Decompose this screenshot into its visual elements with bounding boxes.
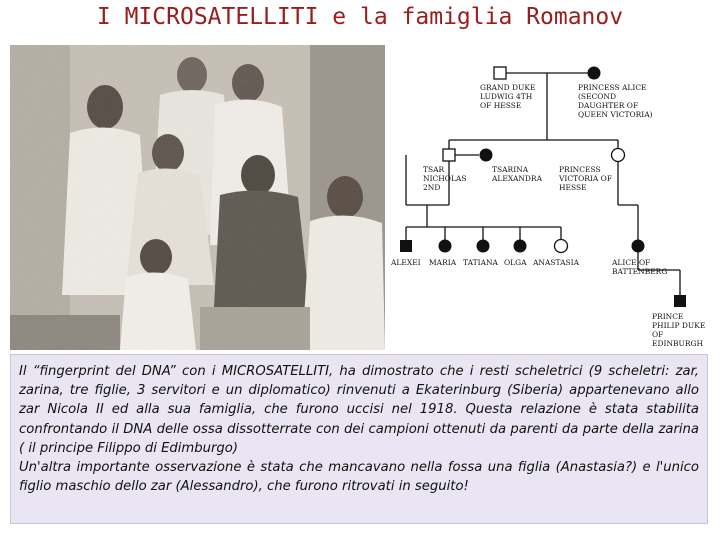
child-label: ANASTASIA [533,258,580,267]
caption-box [10,354,708,524]
princess-victoria-label: PRINCESS VICTORIA OF HESSE [559,165,613,192]
prince-philip-label: PRINCE PHILIP DUKE OF EDINBURGH [652,312,706,348]
caption-paragraph: Un'altra importante osservazione è stata che mancavano nella fossa una figlia (Anastasia?) e l'unico figlio maschio dello zar (Alessandro), che furono ritrovati in seguito! [19,460,699,495]
child-label: OLGA [504,258,527,267]
child-label: ALEXEI [391,258,421,267]
child-label: TATIANA [463,258,498,267]
child-label: MARIA [429,258,457,267]
caption-paragraph: Il “fingerprint del DNA” con i MICROSATELLITI, ha dimostrato che i resti scheletrici (9 scheletri: zar, zarina, tre figlie, 3 servitori e un diplomatico) rinvenuti a Ekaterinburg (Siberia) appartenevano allo zar Nicola II ed alla sua famiglia, che furono uccisi nel 1918. Questa relazione è stata stabilita confrontando il DNA delle ossa dissotterrate con dei campioni ottenuti da parenti da parte della zarina ( il principe Filippo di Edimburgo) [19,364,699,456]
tsar-label: TSAR NICHOLAS 2ND [423,165,467,192]
grand-duke-symbol [494,67,506,79]
romanov-family-photo [10,45,385,350]
page-title: I MICROSATELLITI e la famiglia Romanov [96,4,624,30]
tsarina-label: TSARINA ALEXANDRA [492,165,542,183]
pedigree-chart [385,55,715,350]
alice-battenberg-label: ALICE OF BATTENBERG [612,258,668,276]
princess-alice-symbol [588,67,601,80]
princess-alice-label: PRINCESS ALICE (SECOND DAUGHTER OF QUEEN VICTORIA) [578,83,653,119]
grand-duke-label: GRAND DUKE LUDWIG 4TH OF HESSE [480,83,536,110]
